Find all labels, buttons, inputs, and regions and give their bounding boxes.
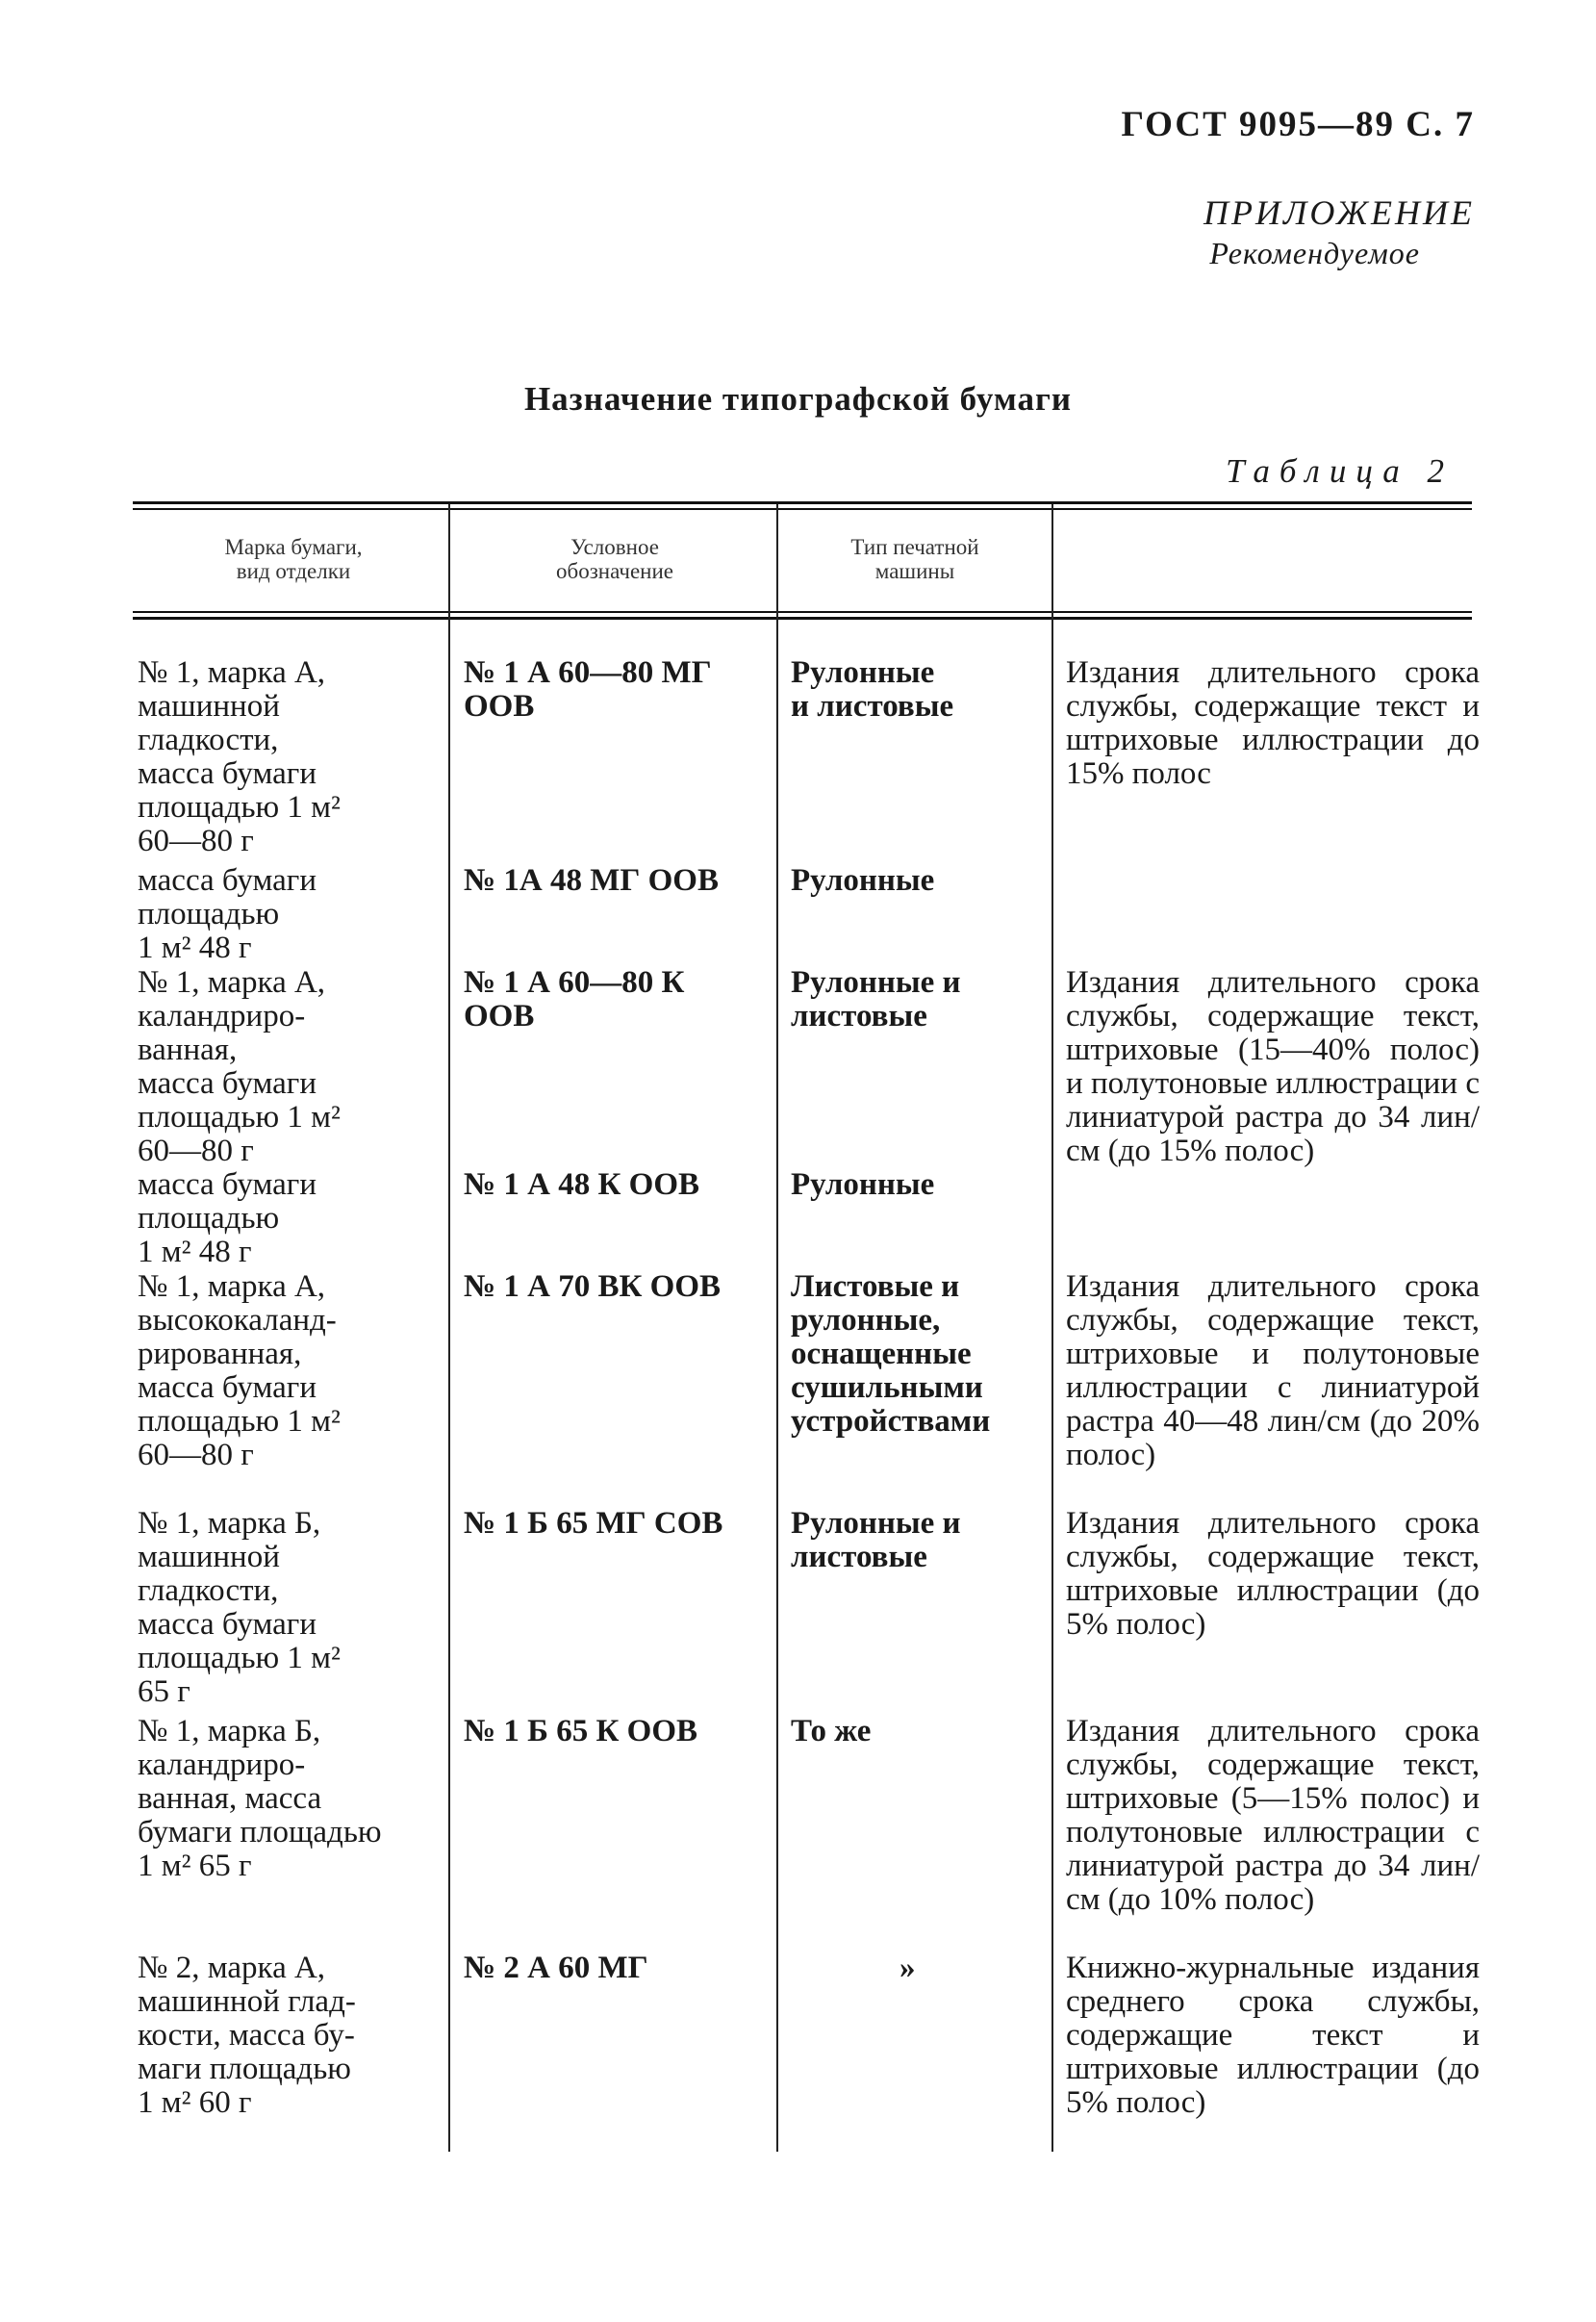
table-cell-designation: № 1А 48 МГ ООВ	[464, 863, 719, 898]
table-cell-designation: № 1 Б 65 МГ СОВ	[464, 1506, 723, 1541]
document-header: ГОСТ 9095—89 С. 7	[1121, 105, 1475, 144]
table-cell-designation: № 1 Б 65 К ООВ	[464, 1714, 698, 1748]
table-cell-designation: № 2 А 60 МГ	[464, 1951, 648, 1985]
table-cell-grade: № 1, марка А, каландриро- ванная, масса бумаги площадью 1 м² 60—80 г	[138, 965, 341, 1168]
table-cell-purpose: Издания длительного срока службы, содержащие текст и штриховые иллюстрации до 15% полос	[1066, 655, 1480, 791]
table-cell-grade: № 1, марка А, высококаланд- рированная, масса бумаги площадью 1 м² 60—80 г	[138, 1269, 341, 1472]
table-cell-machine: Листовые и рулонные, оснащенные сушильными устройствами	[791, 1269, 991, 1439]
table-title: Назначение типографской бумаги	[523, 380, 1073, 418]
appendix-subtitle: Рекомендуемое	[1209, 236, 1420, 270]
table-top-rule-inner	[133, 508, 1472, 510]
appendix-title: ПРИЛОЖЕНИЕ	[1203, 193, 1475, 232]
table-cell-machine: Рулонные и листовые	[791, 655, 954, 724]
column-divider	[776, 504, 778, 2152]
table-cell-purpose: Издания длительного срока службы, содержащие текст, штриховые и полутоновые иллюстрации с линиатурой растра 40—48 лин/см (до 20% полос)	[1066, 1269, 1480, 1472]
table-header-rule	[133, 611, 1472, 613]
table-cell-machine: Рулонные	[791, 1167, 935, 1202]
table-cell-designation: № 1 А 60—80 МГ ООВ	[464, 655, 712, 724]
column-header-grade	[144, 535, 443, 583]
table-label: Таблица 2	[1226, 452, 1454, 490]
table-header-rule-inner	[133, 617, 1472, 620]
table-cell-machine: Рулонные и листовые	[791, 1506, 961, 1574]
table-cell-designation: № 1 А 48 К ООВ	[464, 1167, 700, 1202]
table-top-rule	[133, 501, 1472, 504]
column-header-machine	[781, 535, 1049, 583]
column-divider	[448, 504, 450, 2152]
column-header-label: Тип печатной машины	[850, 535, 979, 583]
column-header-label: Условное обозначение	[556, 535, 673, 583]
table-cell-purpose: Издания длительного срока службы, содержащие текст, штриховые иллюстрации (до 5% полос)	[1066, 1506, 1480, 1642]
table-cell-machine: То же	[791, 1714, 872, 1748]
table-cell-purpose: Книжно-журнальные издания среднего срока службы, содержащие текст и штриховые иллюстрации (до 5% полос)	[1066, 1951, 1480, 2120]
table-cell-grade: № 1, марка Б, машинной гладкости, масса бумаги площадью 1 м² 65 г	[138, 1506, 341, 1709]
table-cell-purpose: Издания длительного срока службы, содержащие текст, штриховые (15—40% полос) и полутоновые иллюстрации с линиатурой растра до 34 лин/см (до 15% полос)	[1066, 965, 1480, 1168]
table-cell-grade: масса бумаги площадью 1 м² 48 г	[138, 1167, 317, 1269]
column-header-label: Марка бумаги, вид отделки	[224, 535, 363, 583]
table-cell-designation: № 1 А 70 ВК ООВ	[464, 1269, 722, 1304]
table-cell-designation: № 1 А 60—80 К ООВ	[464, 965, 685, 1033]
table-cell-grade: № 2, марка А, машинной глад- кости, масса бу- маги площадью 1 м² 60 г	[138, 1951, 356, 2120]
table-cell-grade: № 1, марка Б, каландриро- ванная, масса бумаги площадью 1 м² 65 г	[138, 1714, 382, 1883]
table-cell-machine: Рулонные	[791, 863, 935, 898]
table-cell-machine: »	[899, 1951, 916, 1985]
table-cell-machine: Рулонные и листовые	[791, 965, 961, 1033]
table-cell-purpose: Издания длительного срока службы, содержащие текст, штриховые (5—15% полос) и полутоновые иллюстрации с линиатурой растра до 34 лин/см (до 10% полос)	[1066, 1714, 1480, 1917]
table-cell-grade: № 1, марка А, машинной гладкости, масса бумаги площадью 1 м² 60—80 г	[138, 655, 341, 858]
table-cell-grade: масса бумаги площадью 1 м² 48 г	[138, 863, 317, 965]
column-header-designation	[458, 535, 772, 583]
